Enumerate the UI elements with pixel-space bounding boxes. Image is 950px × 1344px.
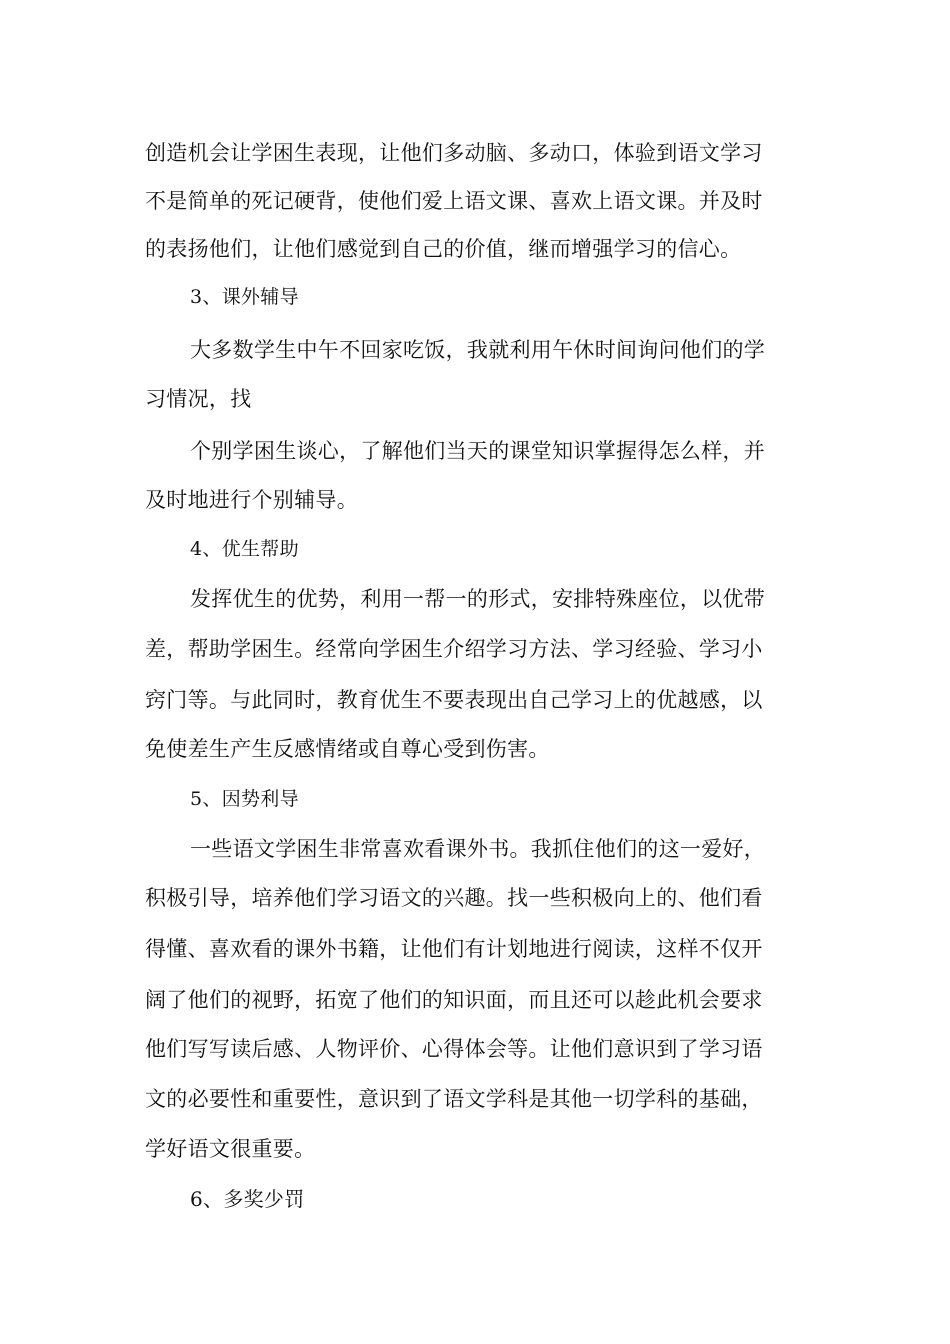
paragraph-line: 一些语文学困生非常喜欢看课外书。我抓住他们的这一爱好，: [190, 837, 766, 861]
paragraph-line: 习情况，找: [145, 387, 252, 411]
section-heading-6: 6、多奖少罚: [190, 1187, 305, 1211]
paragraph-line: 阔了他们的视野，拓宽了他们的知识面，而且还可以趁此机会要求: [145, 988, 763, 1012]
section-heading-5: 5、因势利导: [190, 788, 299, 810]
paragraph-line: 文的必要性和重要性，意识到了语文学科是其他一切学科的基础，: [145, 1087, 763, 1111]
paragraph-line: 得懂、喜欢看的课外书籍，让他们有计划地进行阅读，这样不仅开: [145, 937, 763, 961]
paragraph-line: 创造机会让学困生表现，让他们多动脑、多动口，体验到语文学习: [145, 141, 763, 165]
paragraph-line: 个别学困生谈心，了解他们当天的课堂知识掌握得怎么样，并: [190, 439, 766, 463]
paragraph-line: 差，帮助学困生。经常向学困生介绍学习方法、学习经验、学习小: [145, 637, 763, 661]
paragraph-line: 发挥优生的优势，利用一帮一的形式，安排特殊座位，以优带: [190, 587, 766, 611]
section-heading-4: 4、优生帮助: [190, 538, 299, 560]
paragraph-line: 他们写写读后感、人物评价、心得体会等。让他们意识到了学习语: [145, 1037, 763, 1061]
paragraph-line: 免使差生产生反感情绪或自尊心受到伤害。: [145, 737, 550, 761]
paragraph-line: 大多数学生中午不回家吃饭，我就利用午休时间询问他们的学: [190, 338, 766, 362]
paragraph-line: 的表扬他们，让他们感觉到自己的价值，继而增强学习的信心。: [145, 237, 742, 261]
paragraph-line: 及时地进行个别辅导。: [145, 488, 358, 512]
paragraph-line: 学好语文很重要。: [145, 1137, 316, 1161]
paragraph-line: 积极引导，培养他们学习语文的兴趣。找一些积极向上的、他们看: [145, 886, 763, 910]
section-heading-3: 3、课外辅导: [190, 286, 299, 308]
paragraph-line: 不是简单的死记硬背，使他们爱上语文课、喜欢上语文课。并及时: [145, 189, 763, 213]
paragraph-line: 窍门等。与此同时，教育优生不要表现出自己学习上的优越感，以: [145, 688, 763, 712]
